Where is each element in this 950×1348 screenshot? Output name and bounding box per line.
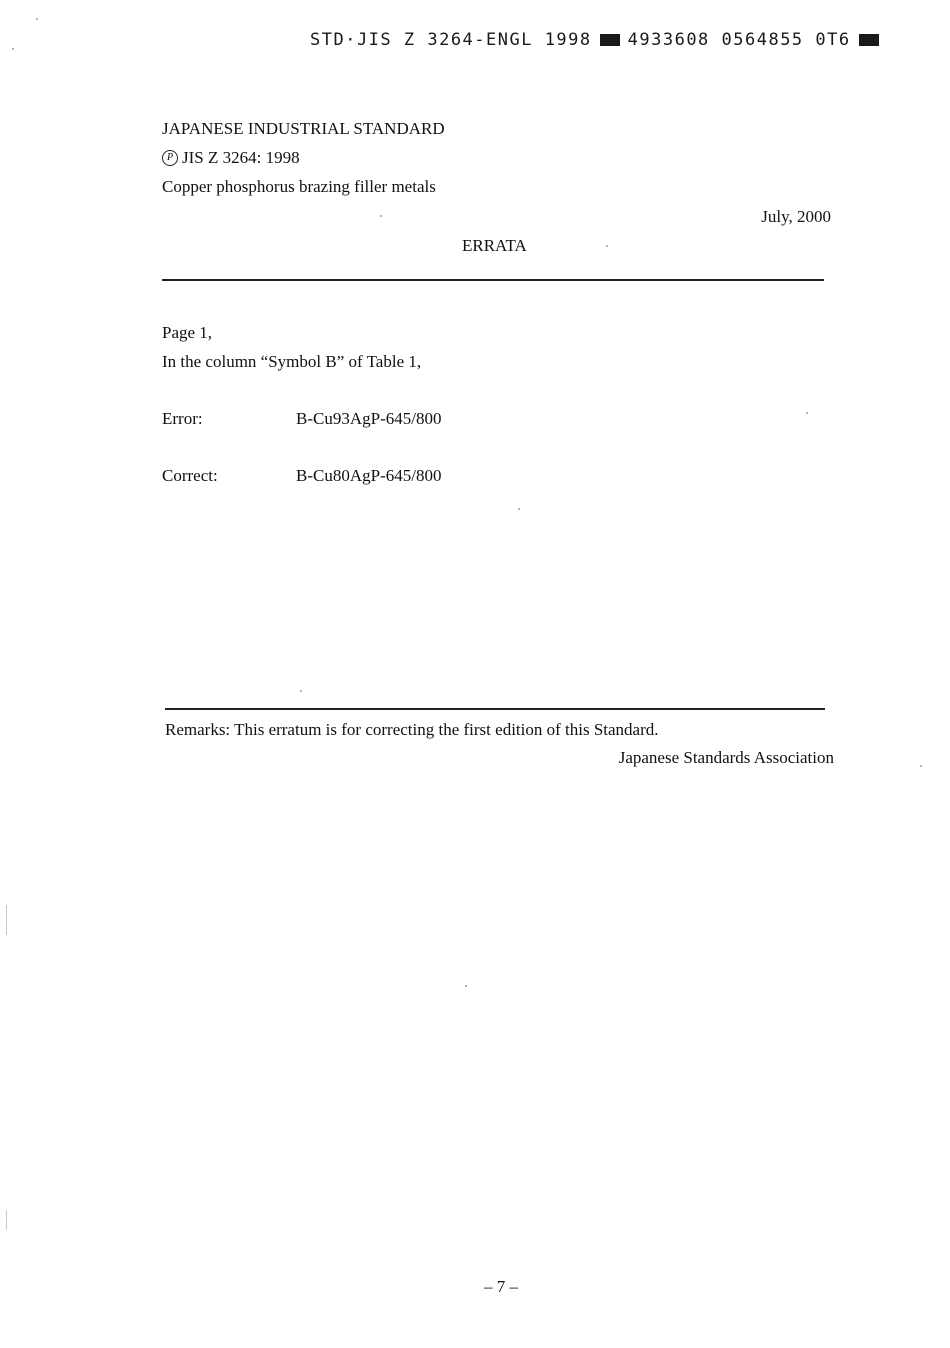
redaction-block-icon: [600, 34, 620, 46]
correct-value: B-Cu80AgP-645/800: [296, 466, 442, 485]
location-description: In the column “Symbol B” of Table 1,: [162, 352, 422, 371]
organization-name: JAPANESE INDUSTRIAL STANDARD: [162, 119, 445, 138]
error-value: B-Cu93AgP-645/800: [296, 409, 442, 428]
redaction-block-icon: [859, 34, 879, 46]
scan-speck: [806, 412, 808, 414]
scan-speck: [300, 690, 302, 692]
standard-number: JIS Z 3264: 1998: [182, 148, 300, 167]
document-code-header: [310, 30, 879, 50]
document-code-left: STD·JIS Z 3264-ENGL 1998: [310, 30, 592, 50]
scan-speck: [465, 985, 467, 987]
standard-id: [162, 148, 300, 168]
document-code-right: 4933608 0564855 0T6: [627, 30, 851, 50]
top-divider: [162, 279, 824, 281]
document-date: July, 2000: [761, 207, 831, 226]
page-number: – 7 –: [484, 1277, 518, 1296]
scan-speck: [518, 508, 520, 510]
error-label: Error:: [162, 409, 203, 428]
scan-speck: [606, 245, 608, 247]
bottom-divider: [165, 708, 825, 710]
remarks-text: Remarks: This erratum is for correcting the first edition of this Standard.: [165, 720, 659, 739]
scan-edge-mark: [6, 1210, 7, 1230]
publisher-name: Japanese Standards Association: [618, 748, 834, 767]
scan-speck: [12, 48, 14, 50]
circled-p-icon: P: [162, 150, 178, 166]
scan-edge-mark: [6, 905, 7, 935]
section-heading: ERRATA: [462, 236, 527, 255]
document-title: Copper phosphorus brazing filler metals: [162, 177, 436, 196]
page-reference: Page 1,: [162, 323, 213, 342]
correct-label: Correct:: [162, 466, 218, 485]
scan-speck: [36, 18, 38, 20]
scan-speck: [380, 215, 382, 217]
scan-speck: [920, 765, 922, 767]
